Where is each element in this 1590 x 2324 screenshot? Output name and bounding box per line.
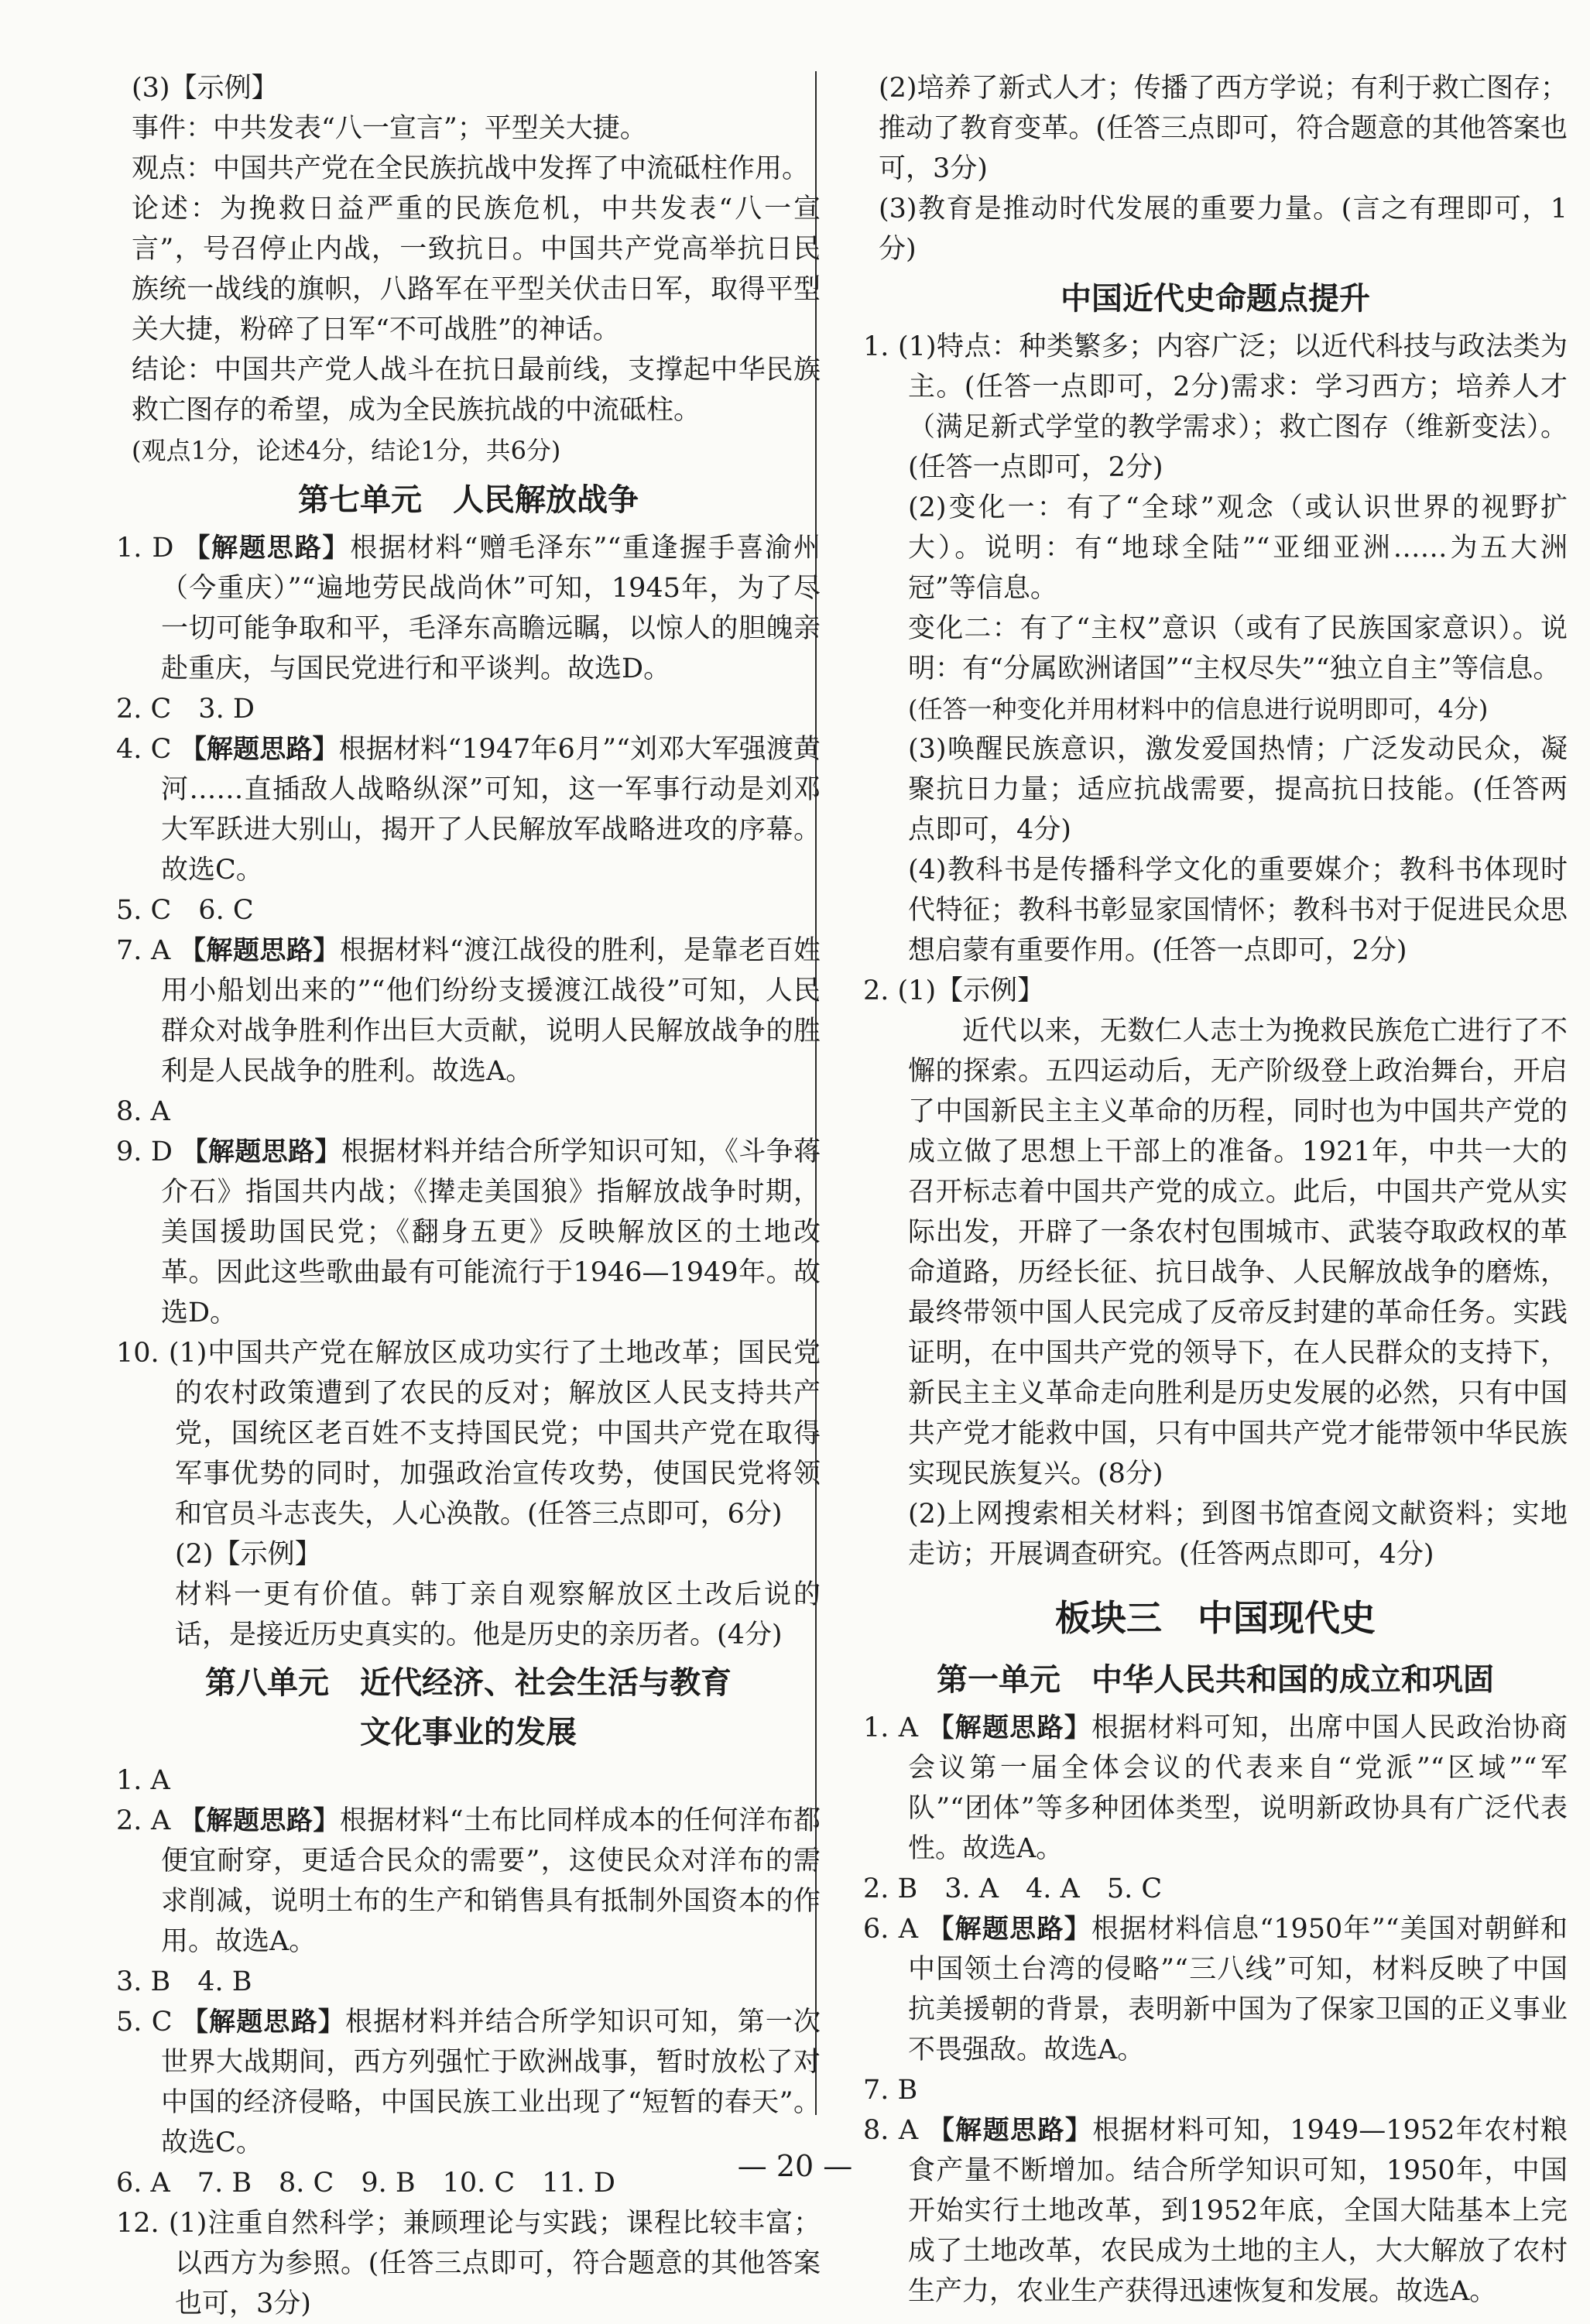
topic-answer-2-part2: (2)上网搜索相关材料；到图书馆查阅文献资料；实地走访；开展调查研究。(任答两点即可，4分) bbox=[908, 1499, 1568, 1570]
answer-2-3: 2. C 3. D bbox=[116, 694, 255, 725]
m-answer-6: 6. A 【解题思路】根据材料信息“1950年”“美国对朝鲜和中国领土台湾的侵略”“三八线”可知，材料反映了中国抗美援朝的背景，表明新中国为了保家卫国的正义事业不畏强敌。故选A。 bbox=[863, 1914, 1568, 2065]
m-answer-1: 1. A 【解题思路】根据材料可知，出席中国人民政治协商会议第一届全体会议的代表来自“党派”“区域”“军队”“团体”等多种团体类型，说明新政协具有广泛代表性。故选A。 bbox=[863, 1712, 1568, 1864]
topic-answer-1-part3: (3)唤醒民族意识，激发爱国热情；广泛发动民众，凝聚抗日力量；适应抗战需要，提高抗日技能。(任答两点即可，4分) bbox=[908, 734, 1568, 845]
answer-5-6: 5. C 6. C bbox=[116, 895, 254, 926]
topic-answer-2-essay: 近代以来，无数仁人志士为挽救民族危亡进行了不懈的探索。五四运动后，无产阶级登上政治舞台，开启了中国新民主主义革命的历程，同时也为中国共产党的成立做了思想上干部上的准备。1921年，中共一大的召开标志着中国共产党的成立。此后，中国共产党从实际出发，开辟了一条农村包围城市、武装夺取政权的革命道路，历经长征、抗日战争、人民解放战争的磨炼，最终带领中国人民完成了反帝反封建的革命任务。实践证明，在中国共产党的领导下，在人民群众的支持下，新民主主义革命走向胜利是历史发展的必然，只有中国共产党才能救中国，只有中国共产党才能带领中华民族实现民族复兴。(8分) bbox=[908, 1016, 1568, 1489]
answer-10-part1: 10. (1)中国共产党在解放区成功实行了土地改革；国民党的农村政策遭到了农民的反对；解放区人民支持共产党，国统区老百姓不支持国民党；中国共产党在取得军事优势的同时，加强政治宣传攻势，使国民党将领和官员斗志丧失，人心涣散。(任答三点即可，6分) bbox=[116, 1338, 821, 1530]
u8-answer-5: 5. C 【解题思路】根据材料并结合所学知识可知，第一次世界大战期间，西方列强忙于欧洲战事，暂时放松了对中国的经济侵略，中国民族工业出现了“短暂的春天”。故选C。 bbox=[116, 2007, 821, 2158]
answer-4: 4. C 【解题思路】根据材料“1947年6月”“刘邓大军强渡黄河……直插敌人战略纵深”可知，这一军事行动是刘邓大军跃进大别山，揭开了人民解放军战略进攻的序幕。故选C。 bbox=[116, 734, 821, 886]
modern-history-heading: 中国近代史命题点提升 bbox=[1061, 281, 1370, 317]
right-column bbox=[863, 68, 1568, 2312]
topic-answer-1-note: (任答一种变化并用材料中的信息进行说明即可，4分) bbox=[908, 694, 1489, 724]
block3-heading: 板块三 中国现代史 bbox=[1055, 1597, 1376, 1639]
answer-1: 1. D 【解题思路】根据材料“赠毛泽东”“重逢握手喜渝州（今重庆）”“遍地劳民战尚休”可知，1945年，为了尽一切可能争取和平，毛泽东高瞻远瞩，以惊人的胆魄亲赴重庆，与国民党进行和平谈判。故选D。 bbox=[116, 533, 821, 684]
u8-answer-2: 2. A 【解题思路】根据材料“土布比同样成本的任何洋布都便宜耐穿，更适合民众的需要”，这使民众对洋布的需求削减，说明土布的生产和销售具有抵制外国资本的作用。故选A。 bbox=[116, 1805, 821, 1957]
m-answer-8: 8. A 【解题思路】根据材料可知，1949—1952年农村粮食产量不断增加。结合所学知识可知，1950年，中国开始实行土地改革，到1952年底，全国大陆基本上完成了土地改革，农民成为土地的主人，大大解放了农村生产力，农业生产获得迅速恢复和发展。故选A。 bbox=[863, 2115, 1568, 2307]
u8-answer-12: 12. (1)注重自然科学；兼顾理论与实践；课程比较丰富；以西方为参照。(任答三点即可，符合题意的其他答案也可，3分) bbox=[116, 2208, 821, 2319]
viewpoint-line: 观点：中国共产党在全民族抗战中发挥了中流砥柱作用。 bbox=[132, 153, 810, 184]
topic-answer-1-part2b: 变化二：有了“主权”意识（或有了民族国家意识）。说明：有“分属欧洲诸国”“主权尽失”“独立自主”等信息。 bbox=[908, 613, 1568, 684]
answer-7: 7. A 【解题思路】根据材料“渡江战役的胜利，是靠老百姓用小船划出来的”“他们纷纷支援渡江战役”可知，人民群众对战争胜利作出巨大贡献，说明人民解放战争的胜利是人民战争的胜利。故选A。 bbox=[116, 935, 821, 1087]
answer-10-part2: 材料一更有价值。韩丁亲自观察解放区土改后说的话，是接近历史真实的。他是历史的亲历者。(4分) bbox=[175, 1579, 821, 1650]
u8-answer-1: 1. A bbox=[116, 1765, 170, 1796]
topic-answer-1-part2: (2)变化一：有了“全球”观念（或认识世界的视野扩大）。说明：有“地球全陆”“亚细亚洲……为五大洲冠”等信息。 bbox=[908, 492, 1568, 604]
answer-12-part3: (3)教育是推动时代发展的重要力量。(言之有理即可，1分) bbox=[879, 194, 1568, 265]
u8-answer-6-11: 6. A 7. B 8. C 9. B 10. C 11. D bbox=[116, 2168, 615, 2199]
m-answer-7: 7. B bbox=[863, 2075, 918, 2106]
topic-answer-1-part4: (4)教科书是传播科学文化的重要媒介；教科书体现时代特征；教科书彰显家国情怀；教科书对于促进民众思想启蒙有重要作用。(任答一点即可，2分) bbox=[908, 855, 1568, 966]
u8-answer-3-4: 3. B 4. B bbox=[116, 1966, 252, 1997]
score-note: (观点1分，论述4分，结论1分，共6分) bbox=[132, 436, 561, 465]
argument-line: 论述：为挽救日益严重的民族危机，中共发表“八一宣言”，号召停止内战，一致抗日。中国共产党高举抗日民族统一战线的旗帜，八路军在平型关伏击日军，取得平型关大捷，粉碎了日军“不可战胜”的神话。 bbox=[132, 194, 821, 345]
unit7-heading: 第七单元 人民解放战争 bbox=[298, 482, 639, 518]
answer-9: 9. D 【解题思路】根据材料并结合所学知识可知，《斗争蒋介石》指国共内战；《撵走美国狼》指解放战争时期，美国援助国民党；《翻身五更》反映解放区的土地改革。因此这些歌曲最有可能流行于1946—1949年。故选D。 bbox=[116, 1136, 821, 1328]
event-line: 事件：中共发表“八一宣言”；平型关大捷。 bbox=[132, 113, 647, 144]
answer-12-part2: (2)培养了新式人才；传播了西方学说；有利于救亡图存；推动了教育变革。(任答三点即可，符合题意的其他答案也可，3分) bbox=[879, 73, 1568, 184]
unit8-heading-line2: 文化事业的发展 bbox=[360, 1715, 577, 1750]
left-column bbox=[116, 68, 821, 2324]
m-answer-2-5: 2. B 3. A 4. A 5. C bbox=[863, 1873, 1163, 1904]
conclusion-line: 结论：中国共产党人战斗在抗日最前线，支撑起中华民族救亡图存的希望，成为全民族抗战的中流砥柱。 bbox=[132, 355, 821, 426]
page-number: — 20 — bbox=[737, 2149, 853, 2183]
topic-answer-1-part1: 1. (1)特点：种类繁多；内容广泛；以近代科技与政法类为主。(任答一点即可，2分)需求：学习西方；培养人才（满足新式学堂的教学需求）；救亡图存（维新变法）。(任答一点即可，2分) bbox=[863, 331, 1568, 483]
unit8-heading: 第八单元 近代经济、社会生活与教育 bbox=[205, 1665, 732, 1701]
topic-answer-2-label: 2. (1)【示例】 bbox=[863, 975, 1045, 1006]
answer-10-part2-label: (2)【示例】 bbox=[175, 1539, 322, 1570]
unit1-heading: 第一单元 中华人民共和国的成立和巩固 bbox=[937, 1662, 1494, 1698]
answer-8: 8. A bbox=[116, 1096, 170, 1127]
example-label: (3)【示例】 bbox=[132, 73, 279, 104]
